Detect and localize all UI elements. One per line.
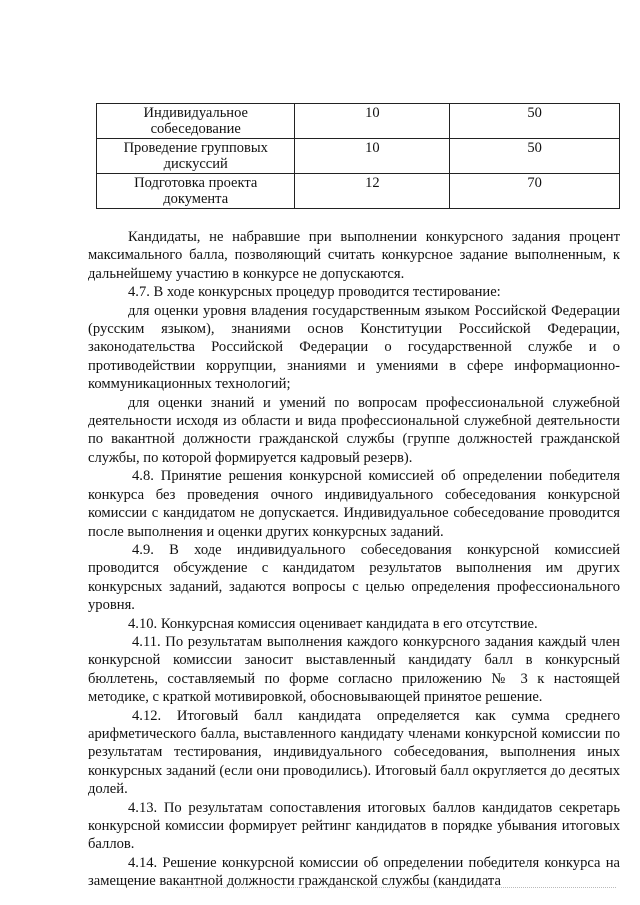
table-row [97,174,620,209]
scores-table [96,103,620,209]
table-cell-name: Индивидуальное собеседование [97,104,295,139]
table-cell-value: 50 [450,104,620,139]
paragraph: 4.13. По результатам сопоставления итоговых баллов кандидатов секретарь конкурсной комиссии формирует рейтинг кандидатов в порядке убывания итоговых баллов. [88,799,620,853]
table-cell-value: 10 [295,139,450,174]
paragraph: 4.10. Конкурсная комиссия оценивает кандидата в его отсутствие. [128,615,538,632]
body-text [88,228,620,891]
scan-artifact-rule [176,887,616,888]
table-cell-value: 10 [295,104,450,139]
paragraph: для оценки уровня владения государственным языком Российской Федерации (русским языком), знаниями основ Конституции Российской Федерации, законодательства Российской Федерации о государственной службе и о противодействии коррупции, знаниями и умениями в сфере информационно-коммуникационных технологий; [88,302,620,393]
paragraph: 4.12. Итоговый балл кандидата определяется как сумма среднего арифметического балла, выставленного кандидату членами конкурсной комиссии по результатам тестирования, индивидуального собеседования, выполнения иных конкурсных заданий (если они проводились). Итоговый балл округляется до десятых долей. [88,707,620,798]
paragraph: 4.14. Решение конкурсной комиссии об определении победителя конкурса на замещение вакантной должности гражданской службы (кандидата [88,854,620,890]
table-row [97,104,620,139]
paragraph: 4.7. В ходе конкурсных процедур проводится тестирование: [128,284,501,301]
table-cell-name: Подготовка проекта документа [97,174,295,209]
paragraph: для оценки знаний и умений по вопросам профессиональной служебной деятельности исходя из области и вида профессиональной служебной деятельности по вакантной должности гражданской службы (группе должностей гражданской службы, по которой формируется кадровый резерв). [88,394,620,466]
table-cell-value: 70 [450,174,620,209]
table-cell-value: 12 [295,174,450,209]
paragraph: 4.11. По результатам выполнения каждого конкурсного задания каждый член конкурсной комиссии заносит выставленный кандидату балл в конкурсный бюллетень, составляемый по форме согласно приложению № 3 к настоящей методике, с краткой мотивировкой, обосновывающей принятое решение. [88,633,620,706]
table-cell-value: 50 [450,139,620,174]
paragraph: 4.8. Принятие решения конкурсной комиссией об определении победителя конкурса без проведения очного индивидуального собеседования конкурсной комиссии с кандидатом не допускается. Индивидуальное собеседование проводится после выполнения и оценки других конкурсных заданий. [88,468,620,540]
table-row [97,139,620,174]
paragraph: Кандидаты, не набравшие при выполнении конкурсного задания процент максимального балла, позволяющий считать конкурсное задание выполненным, к дальнейшему участию в конкурсе не допускаются. [88,229,620,282]
table-cell-name: Проведение групповых дискуссий [97,139,295,174]
paragraph: 4.9. В ходе индивидуального собеседования конкурсной комиссией проводится обсуждение с кандидатом результатов выполнения им других конкурсных заданий, задаются вопросы с целью определения профессионального уровня. [88,541,620,614]
